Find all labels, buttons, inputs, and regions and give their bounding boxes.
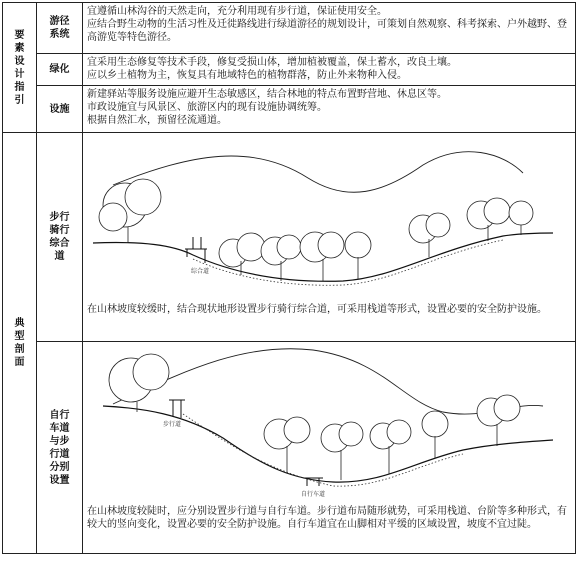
row-label-text: 自行车道与步行道分别设置 <box>49 409 70 486</box>
section-label-text: 要素设计指引 <box>14 29 25 106</box>
row-label-greening <box>37 54 83 86</box>
row-label-combined-path <box>37 133 83 342</box>
row-label-separate-paths <box>37 342 83 554</box>
row-label-text: 绿化 <box>49 64 70 75</box>
content-line: 应以乡土植物为主，恢复具有地域特色的植物群落，防止外来物种入侵。 <box>87 70 407 81</box>
row-label-text: 游径系统 <box>49 16 70 40</box>
figure-label: 自行车道 <box>301 491 326 498</box>
section-label-typical <box>3 133 37 554</box>
guideline-table <box>2 2 576 554</box>
row-content-separate-paths <box>83 342 576 554</box>
section-label-text: 典型剖面 <box>14 318 25 368</box>
row-content-combined-path <box>83 133 576 342</box>
content-line: 新建驿站等服务设施应避开生态敏感区，结合林地的特点布置野营地、休息区等。 <box>87 89 447 100</box>
row-content-trail-system <box>83 3 576 54</box>
figure-caption: 在山林坡度较陡时，应分别设置步行道与自行车道。步行道布局随形就势，可采用栈道、台阶等多种形式，有较大的竖向变化，设置必要的安全防护设施。自行车道宜在山脚相对平缓的区域设置，坡度不宜过陡。 <box>87 506 567 530</box>
content-line: 宜采用生态修复等技术手段，修复受损山体，增加植被覆盖，保土蓄水，改良土壤。 <box>87 57 457 68</box>
content-line: 市政设施宜与风景区、旅游区内的现有设施协调统筹。 <box>87 102 327 113</box>
row-label-text: 步行骑行综合道 <box>49 212 70 262</box>
content-line: 应结合野生动物的生活习性及迁徙路线进行绿道游径的规划设计，可策划自然观察、科考探索、户外越野、登高游览等特色游径。 <box>87 19 567 43</box>
row-label-trail-system <box>37 3 83 54</box>
figure-label: 综合道 <box>191 268 210 275</box>
content-line: 根据自然汇水，预留径流通道。 <box>87 115 227 126</box>
figure-caption: 在山林坡度较缓时，结合现状地形设置步行骑行综合道，可采用栈道等形式，设置必要的安全防护设施。 <box>87 304 547 315</box>
row-label-text: 设施 <box>49 103 70 115</box>
content-line: 宜遵循山林沟谷的天然走向，充分利用现有步行道，保证使用安全。 <box>87 6 387 17</box>
section-label-guidelines <box>3 3 37 133</box>
figure-label: 步行道 <box>163 421 182 428</box>
row-label-facilities <box>37 86 83 133</box>
row-content-facilities <box>83 86 576 133</box>
row-content-greening <box>83 54 576 86</box>
